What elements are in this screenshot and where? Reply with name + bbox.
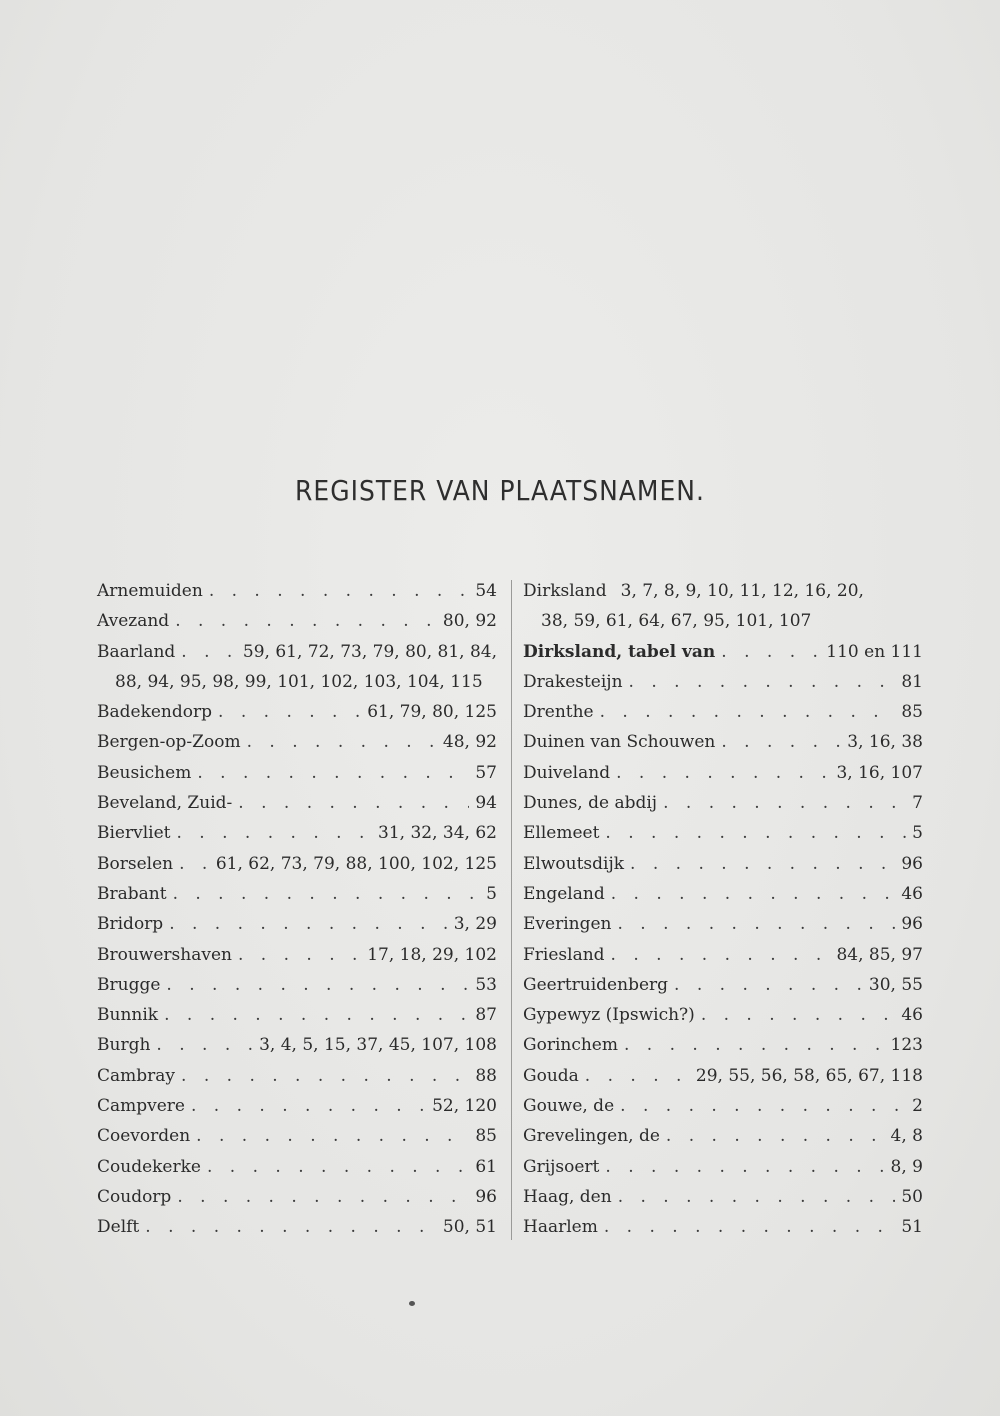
page-numbers: 87 [475, 1005, 497, 1026]
index-entry [523, 1061, 923, 1091]
place-name: Beusichem [97, 762, 192, 783]
page-numbers: 84, 85, 97 [836, 944, 923, 965]
ink-dot [409, 1301, 415, 1306]
place-name: Dirksland, tabel van [523, 641, 716, 662]
page-numbers: 31, 32, 34, 62 [378, 823, 497, 844]
dot-leader [624, 1030, 885, 1060]
index-entry [97, 1000, 497, 1030]
place-name: Brugge [97, 974, 161, 995]
place-name: Everingen [523, 914, 612, 935]
place-name: Biervliet [97, 823, 171, 844]
place-name: Delft [97, 1217, 140, 1238]
index-entry [523, 1121, 923, 1151]
dot-leader [197, 758, 469, 788]
index-entry [97, 727, 497, 757]
page-numbers: 3, 4, 5, 15, 37, 45, 107, 108 [259, 1035, 497, 1056]
index-entry [523, 788, 923, 818]
index-entry [523, 1000, 923, 1030]
place-name: Baarland [97, 641, 176, 662]
page-numbers: 5 [486, 883, 497, 904]
index-entry [97, 606, 497, 636]
dot-leader [616, 758, 830, 788]
dot-leader [701, 1000, 896, 1030]
dot-leader [600, 697, 896, 727]
dot-leader [164, 1000, 469, 1030]
page-numbers: 81 [901, 671, 923, 692]
place-name: Cambray [97, 1065, 176, 1086]
dot-leader [605, 1152, 884, 1182]
place-name: Dirksland [523, 581, 607, 601]
place-name: Haag, den [523, 1186, 612, 1207]
dot-leader [674, 970, 863, 1000]
page-numbers: 2 [912, 1096, 923, 1117]
dot-leader [617, 909, 895, 939]
index-entry [97, 1212, 497, 1242]
left-index-column [97, 576, 497, 1243]
page-numbers: 96 [901, 853, 923, 874]
page-numbers: 61, 62, 73, 79, 88, 100, 102, 125 [215, 853, 497, 874]
page-numbers: 50 [901, 1186, 923, 1207]
place-name: Elwoutsdijk [523, 853, 625, 874]
dot-leader [196, 1121, 469, 1151]
dot-leader [177, 818, 373, 848]
dot-leader [156, 1030, 253, 1060]
index-entry [97, 849, 497, 879]
index-entry [523, 667, 923, 697]
dot-leader [620, 1091, 906, 1121]
place-name: Gorinchem [523, 1035, 618, 1056]
place-name: Ellemeet [523, 823, 600, 844]
page-numbers: 5 [912, 823, 923, 844]
place-name: Drakesteijn [523, 671, 623, 692]
place-name: Arnemuiden [97, 581, 203, 601]
place-name: Bridorp [97, 914, 164, 935]
place-name: Haarlem [523, 1217, 598, 1238]
index-entry [97, 1182, 497, 1212]
page-numbers: 57 [475, 762, 497, 783]
index-entry [523, 1182, 923, 1212]
place-name: Gouda [523, 1065, 579, 1086]
dot-leader [191, 1091, 426, 1121]
dot-leader [181, 1061, 469, 1091]
index-entry [523, 576, 923, 606]
page-numbers: 4, 8 [890, 1126, 923, 1147]
page-numbers: 80, 92 [442, 611, 497, 632]
index-entry [523, 970, 923, 1000]
index-entry [523, 879, 923, 909]
index-entry [97, 1091, 497, 1121]
page-numbers: 46 [901, 883, 923, 904]
index-entry [523, 697, 923, 727]
page-numbers: 96 [901, 914, 923, 935]
place-name: Burgh [97, 1035, 151, 1056]
place-name: Coudekerke [97, 1156, 201, 1177]
index-entry [97, 758, 497, 788]
index-entry [97, 818, 497, 848]
place-name: Gouwe, de [523, 1096, 615, 1117]
dot-leader [238, 788, 469, 818]
index-entry [97, 909, 497, 939]
dot-leader [604, 1212, 896, 1242]
page-numbers: 50, 51 [442, 1217, 497, 1238]
page-numbers: 123 [890, 1035, 923, 1056]
index-entry [97, 1030, 497, 1060]
index-entry [523, 940, 923, 970]
page-numbers: 48, 92 [442, 732, 497, 753]
right-index-column [523, 576, 923, 1243]
dot-leader [145, 1212, 437, 1242]
dot-leader [181, 637, 237, 667]
page-title: REGISTER VAN PLAATSNAMEN. [295, 474, 705, 507]
dot-leader [169, 909, 448, 939]
dot-leader [209, 576, 470, 606]
dot-leader [247, 727, 437, 757]
place-name: Brabant [97, 883, 167, 904]
page-numbers: 17, 18, 29, 102 [367, 944, 497, 965]
column-divider [511, 580, 512, 1240]
page-numbers: 53 [475, 974, 497, 995]
page-numbers: 3, 16, 38 [847, 732, 923, 753]
page-numbers: 30, 55 [868, 974, 923, 995]
page-numbers: 88 [475, 1065, 497, 1086]
dot-leader [177, 1182, 469, 1212]
page-numbers: 8, 9 [890, 1156, 923, 1177]
place-name: Duiveland [523, 762, 611, 783]
dot-leader [629, 667, 896, 697]
index-entry [523, 818, 923, 848]
index-entry-continuation [523, 606, 923, 636]
dot-leader [663, 788, 906, 818]
index-entry-continuation [97, 667, 497, 697]
page-numbers: 7 [912, 793, 923, 814]
dot-leader [173, 879, 481, 909]
page-numbers: 3, 7, 8, 9, 10, 11, 12, 16, 20, [620, 581, 864, 601]
index-entry [97, 576, 497, 606]
index-entry [97, 1152, 497, 1182]
page-numbers: 54 [475, 581, 497, 601]
dot-leader [218, 697, 361, 727]
place-name: Bunnik [97, 1005, 159, 1026]
place-name: Badekendorp [97, 702, 213, 723]
page-numbers: 88, 94, 95, 98, 99, 101, 102, 103, 104, 115 [115, 671, 483, 692]
index-entry [523, 1212, 923, 1242]
page-numbers: 61, 79, 80, 125 [367, 702, 497, 723]
page-numbers: 3, 29 [453, 914, 497, 935]
index-entry [97, 637, 497, 667]
place-name: Dunes, de abdij [523, 793, 658, 814]
place-name: Gypewyz (Ipswich?) [523, 1005, 695, 1026]
index-entry [97, 940, 497, 970]
place-name: Coudorp [97, 1186, 172, 1207]
dot-leader [585, 1061, 690, 1091]
index-entry [97, 970, 497, 1000]
index-entry [523, 1030, 923, 1060]
page-numbers: 59, 61, 72, 73, 79, 80, 81, 84, [242, 641, 497, 662]
place-name: Geertruidenberg [523, 974, 669, 995]
place-name: Brouwershaven [97, 944, 232, 965]
place-name: Coevorden [97, 1126, 191, 1147]
index-entry [523, 1152, 923, 1182]
place-name: Grevelingen, de [523, 1126, 660, 1147]
page-numbers: 94 [475, 793, 497, 814]
page-numbers: 51 [901, 1217, 923, 1238]
index-entry [97, 1061, 497, 1091]
dot-leader [605, 818, 906, 848]
place-name: Grijsoert [523, 1156, 600, 1177]
index-entry [97, 879, 497, 909]
dot-leader [611, 879, 896, 909]
index-entry [97, 788, 497, 818]
page-numbers: 38, 59, 61, 64, 67, 95, 101, 107 [541, 611, 812, 632]
dot-leader [611, 940, 831, 970]
page-numbers: 85 [901, 702, 923, 723]
index-entry [97, 697, 497, 727]
page-numbers: 3, 16, 107 [836, 762, 923, 783]
place-name: Drenthe [523, 702, 594, 723]
dot-leader [175, 606, 437, 636]
dot-leader [721, 727, 841, 757]
dot-leader [630, 849, 895, 879]
place-name: Beveland, Zuid- [97, 793, 233, 814]
index-entry [523, 758, 923, 788]
page-numbers: 46 [901, 1005, 923, 1026]
dot-leader [721, 637, 820, 667]
index-entry [523, 637, 923, 667]
place-name: Engeland [523, 883, 605, 904]
index-entry [97, 1121, 497, 1151]
page-numbers: 85 [475, 1126, 497, 1147]
page-numbers: 110 en 111 [826, 641, 923, 662]
dot-leader [238, 940, 361, 970]
index-entry [523, 1091, 923, 1121]
index-entry [523, 849, 923, 879]
page-numbers: 52, 120 [432, 1096, 497, 1117]
place-name: Duinen van Schouwen [523, 732, 716, 753]
dot-leader [618, 1182, 896, 1212]
page-numbers: 61 [475, 1156, 497, 1177]
dot-leader [207, 1152, 469, 1182]
place-name: Campvere [97, 1096, 185, 1117]
place-name: Borselen [97, 853, 174, 874]
page-numbers: 29, 55, 56, 58, 65, 67, 118 [695, 1065, 923, 1086]
place-name: Avezand [97, 611, 170, 632]
place-name: Bergen-op-Zoom [97, 732, 241, 753]
page-numbers: 96 [475, 1186, 497, 1207]
dot-leader [166, 970, 469, 1000]
place-name: Friesland [523, 944, 605, 965]
index-entry [523, 909, 923, 939]
dot-leader [179, 849, 210, 879]
index-entry [523, 727, 923, 757]
dot-leader [666, 1121, 885, 1151]
